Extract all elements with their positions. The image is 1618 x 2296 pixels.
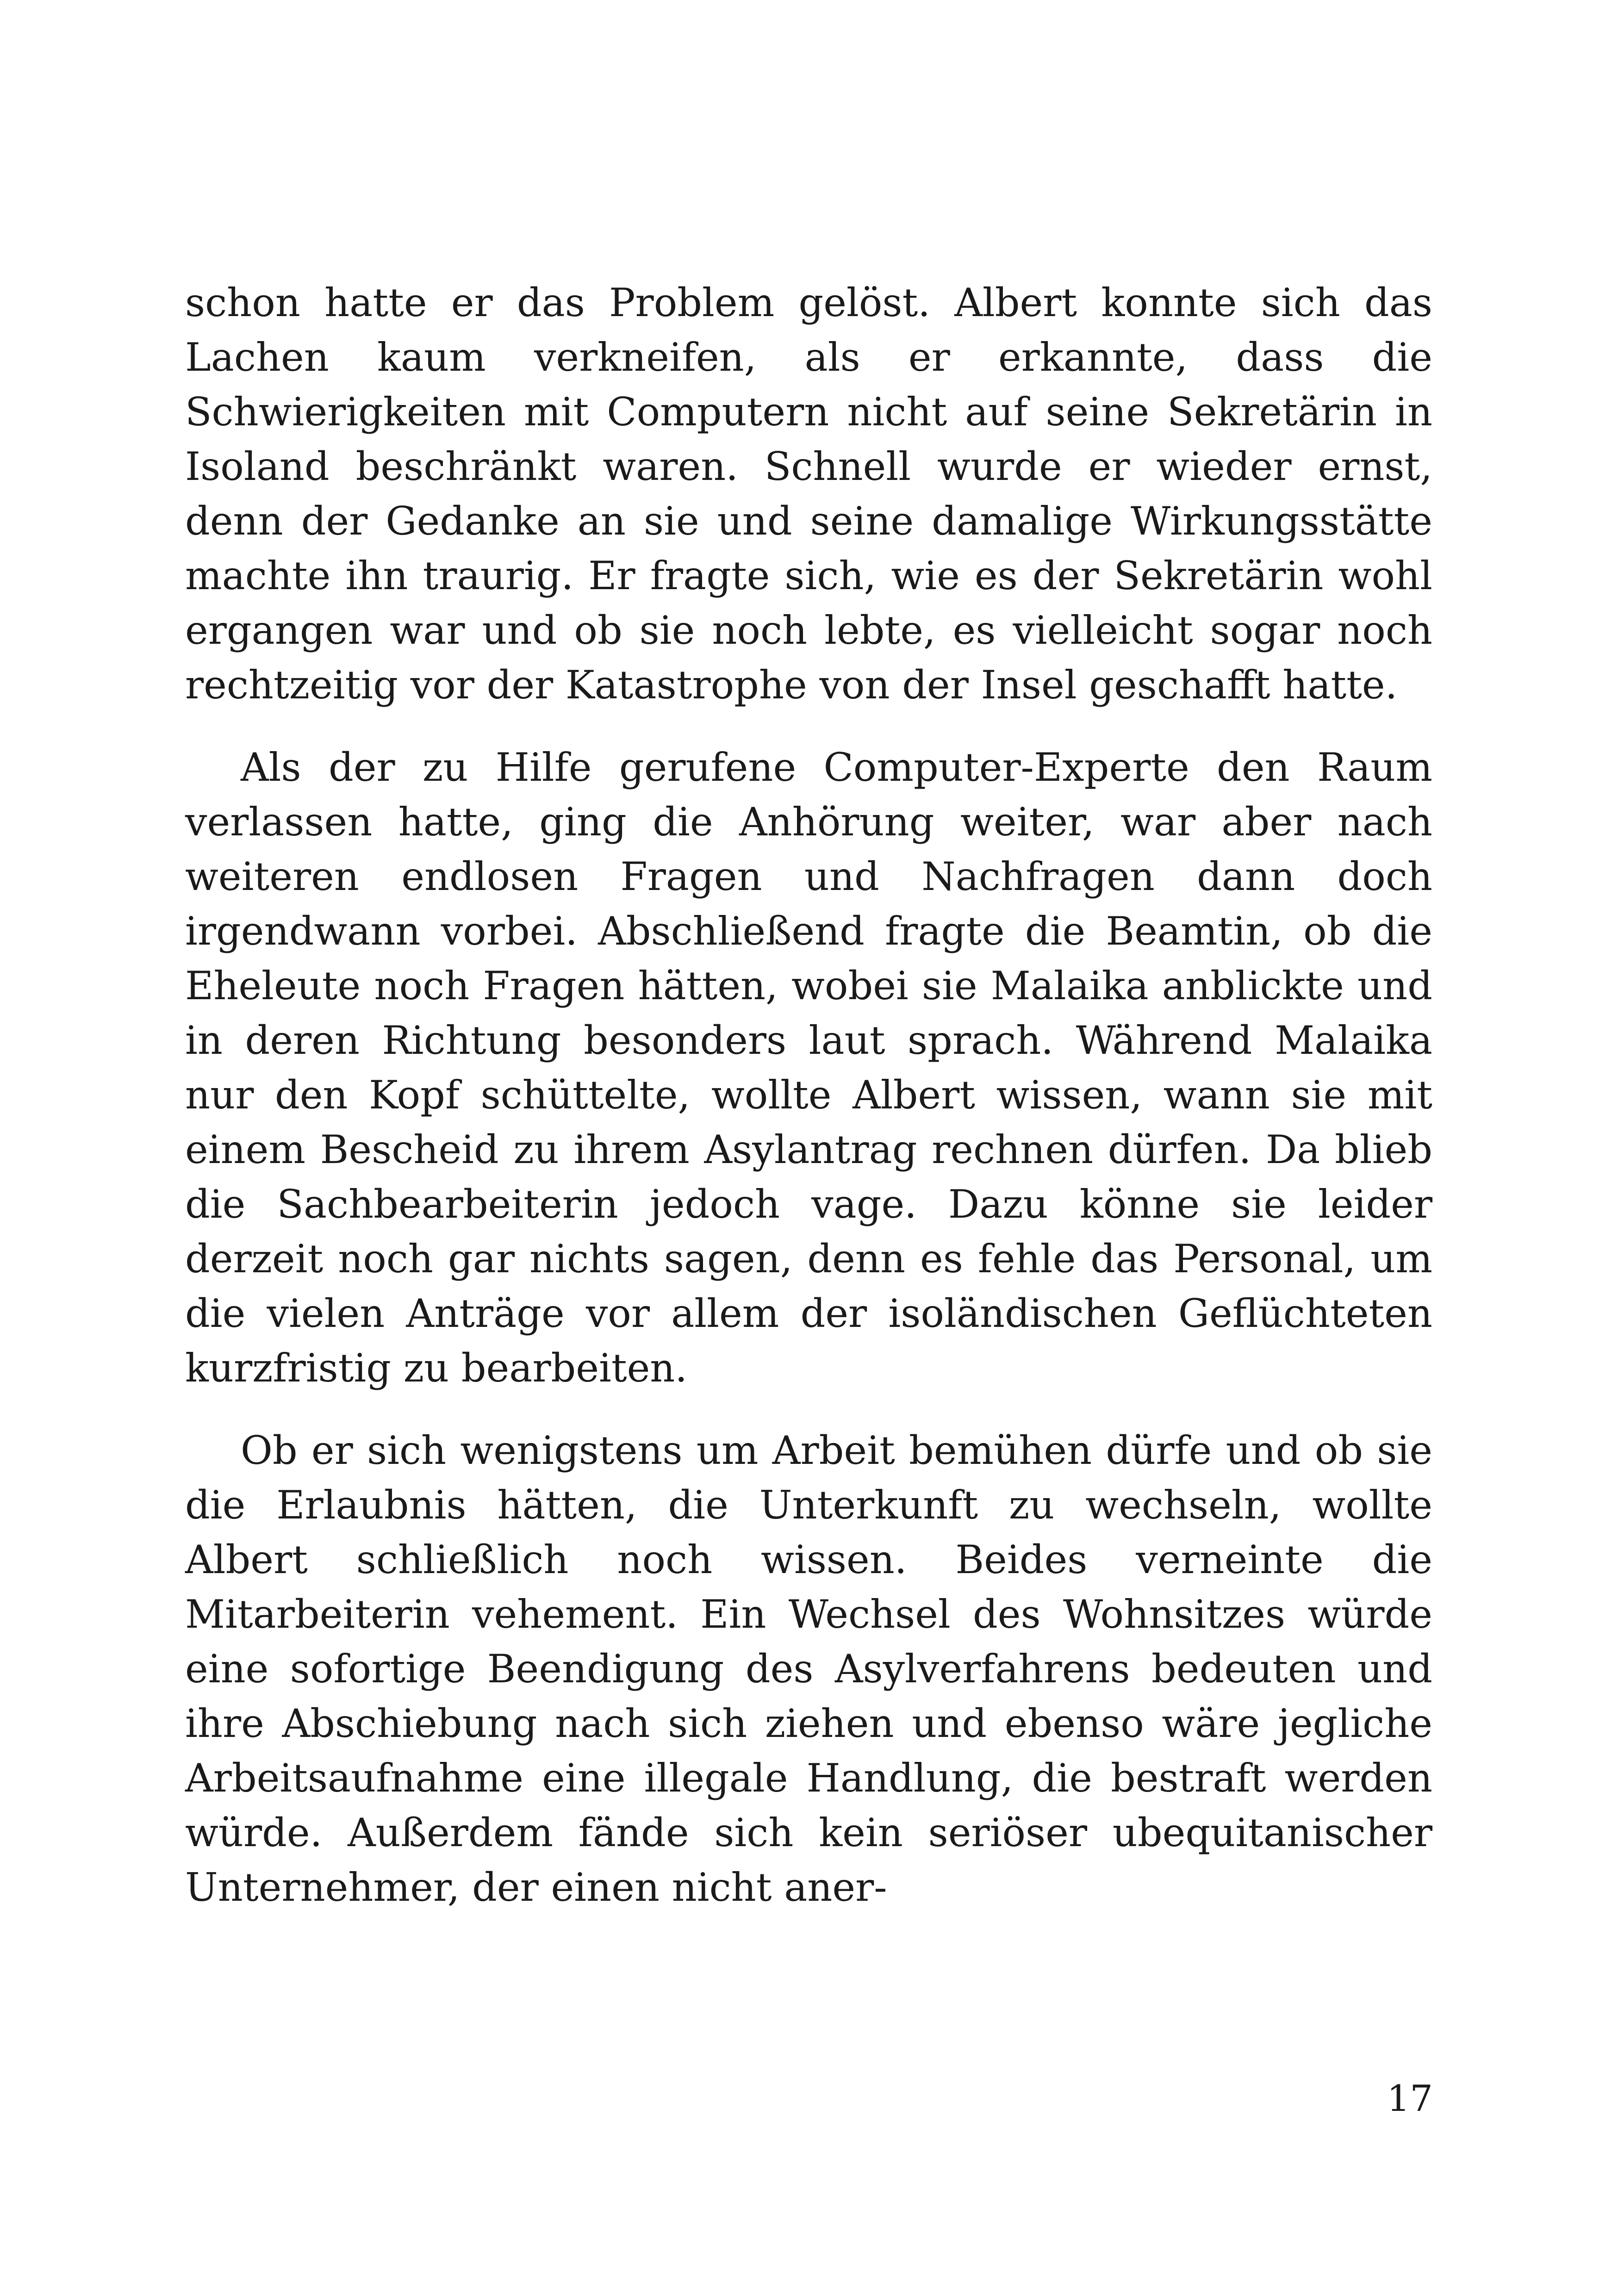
page-number: 17 bbox=[1387, 2078, 1433, 2120]
paragraph-1: schon hatte er das Problem gelöst. Albert konnte sich das Lachen kaum verkneifen, als er erkannte, dass die Schwierigkeiten mit Computern nicht auf seine Sekretärin in Isoland beschränkt waren. Schnell wurde er wieder ernst, denn der Gedanke an sie und seine damalige Wirkungsstätte machte ihn traurig. Er fragte sich, wie es der Sekretärin wohl ergangen war und ob sie noch lebte, es vielleicht sogar noch rechtzeitig vor der Katastrophe von der Insel geschafft hatte. bbox=[185, 280, 1432, 708]
paragraph-2: Als der zu Hilfe gerufene Computer-Experte den Raum verlassen hatte, ging die Anhörung weiter, war aber nach weiteren endlosen Fragen und Nachfragen dann doch irgendwann vorbei. Abschließend fragte die Beamtin, ob die Eheleute noch Fragen hätten, wobei sie Malaika anblickte und in deren Richtung besonders laut sprach. Während Malaika nur den Kopf schüttelte, wollte Albert wissen, wann sie mit einem Bescheid zu ihrem Asylantrag rechnen dürfen. Da blieb die Sachbearbeiterin jedoch vage. Dazu könne sie leider derzeit noch gar nichts sagen, denn es fehle das Personal, um die vielen Anträge vor allem der isoländischen Geflüchteten kurzfristig zu bearbeiten. bbox=[185, 745, 1432, 1391]
body-text bbox=[185, 275, 1432, 1942]
paragraph-3: Ob er sich wenigstens um Arbeit bemühen dürfe und ob sie die Erlaubnis hätten, die Unterkunft zu wechseln, wollte Albert schließlich noch wissen. Beides verneinte die Mitarbeiterin vehement. Ein Wechsel des Wohnsitzes würde eine sofortige Beendigung des Asylverfahrens bedeuten und ihre Abschiebung nach sich ziehen und ebenso wäre jegliche Arbeitsaufnahme eine illegale Handlung, die bestraft werden würde. Außerdem fände sich kein seriöser ubequitanischer Unternehmer, der einen nicht aner- bbox=[185, 1428, 1432, 1910]
